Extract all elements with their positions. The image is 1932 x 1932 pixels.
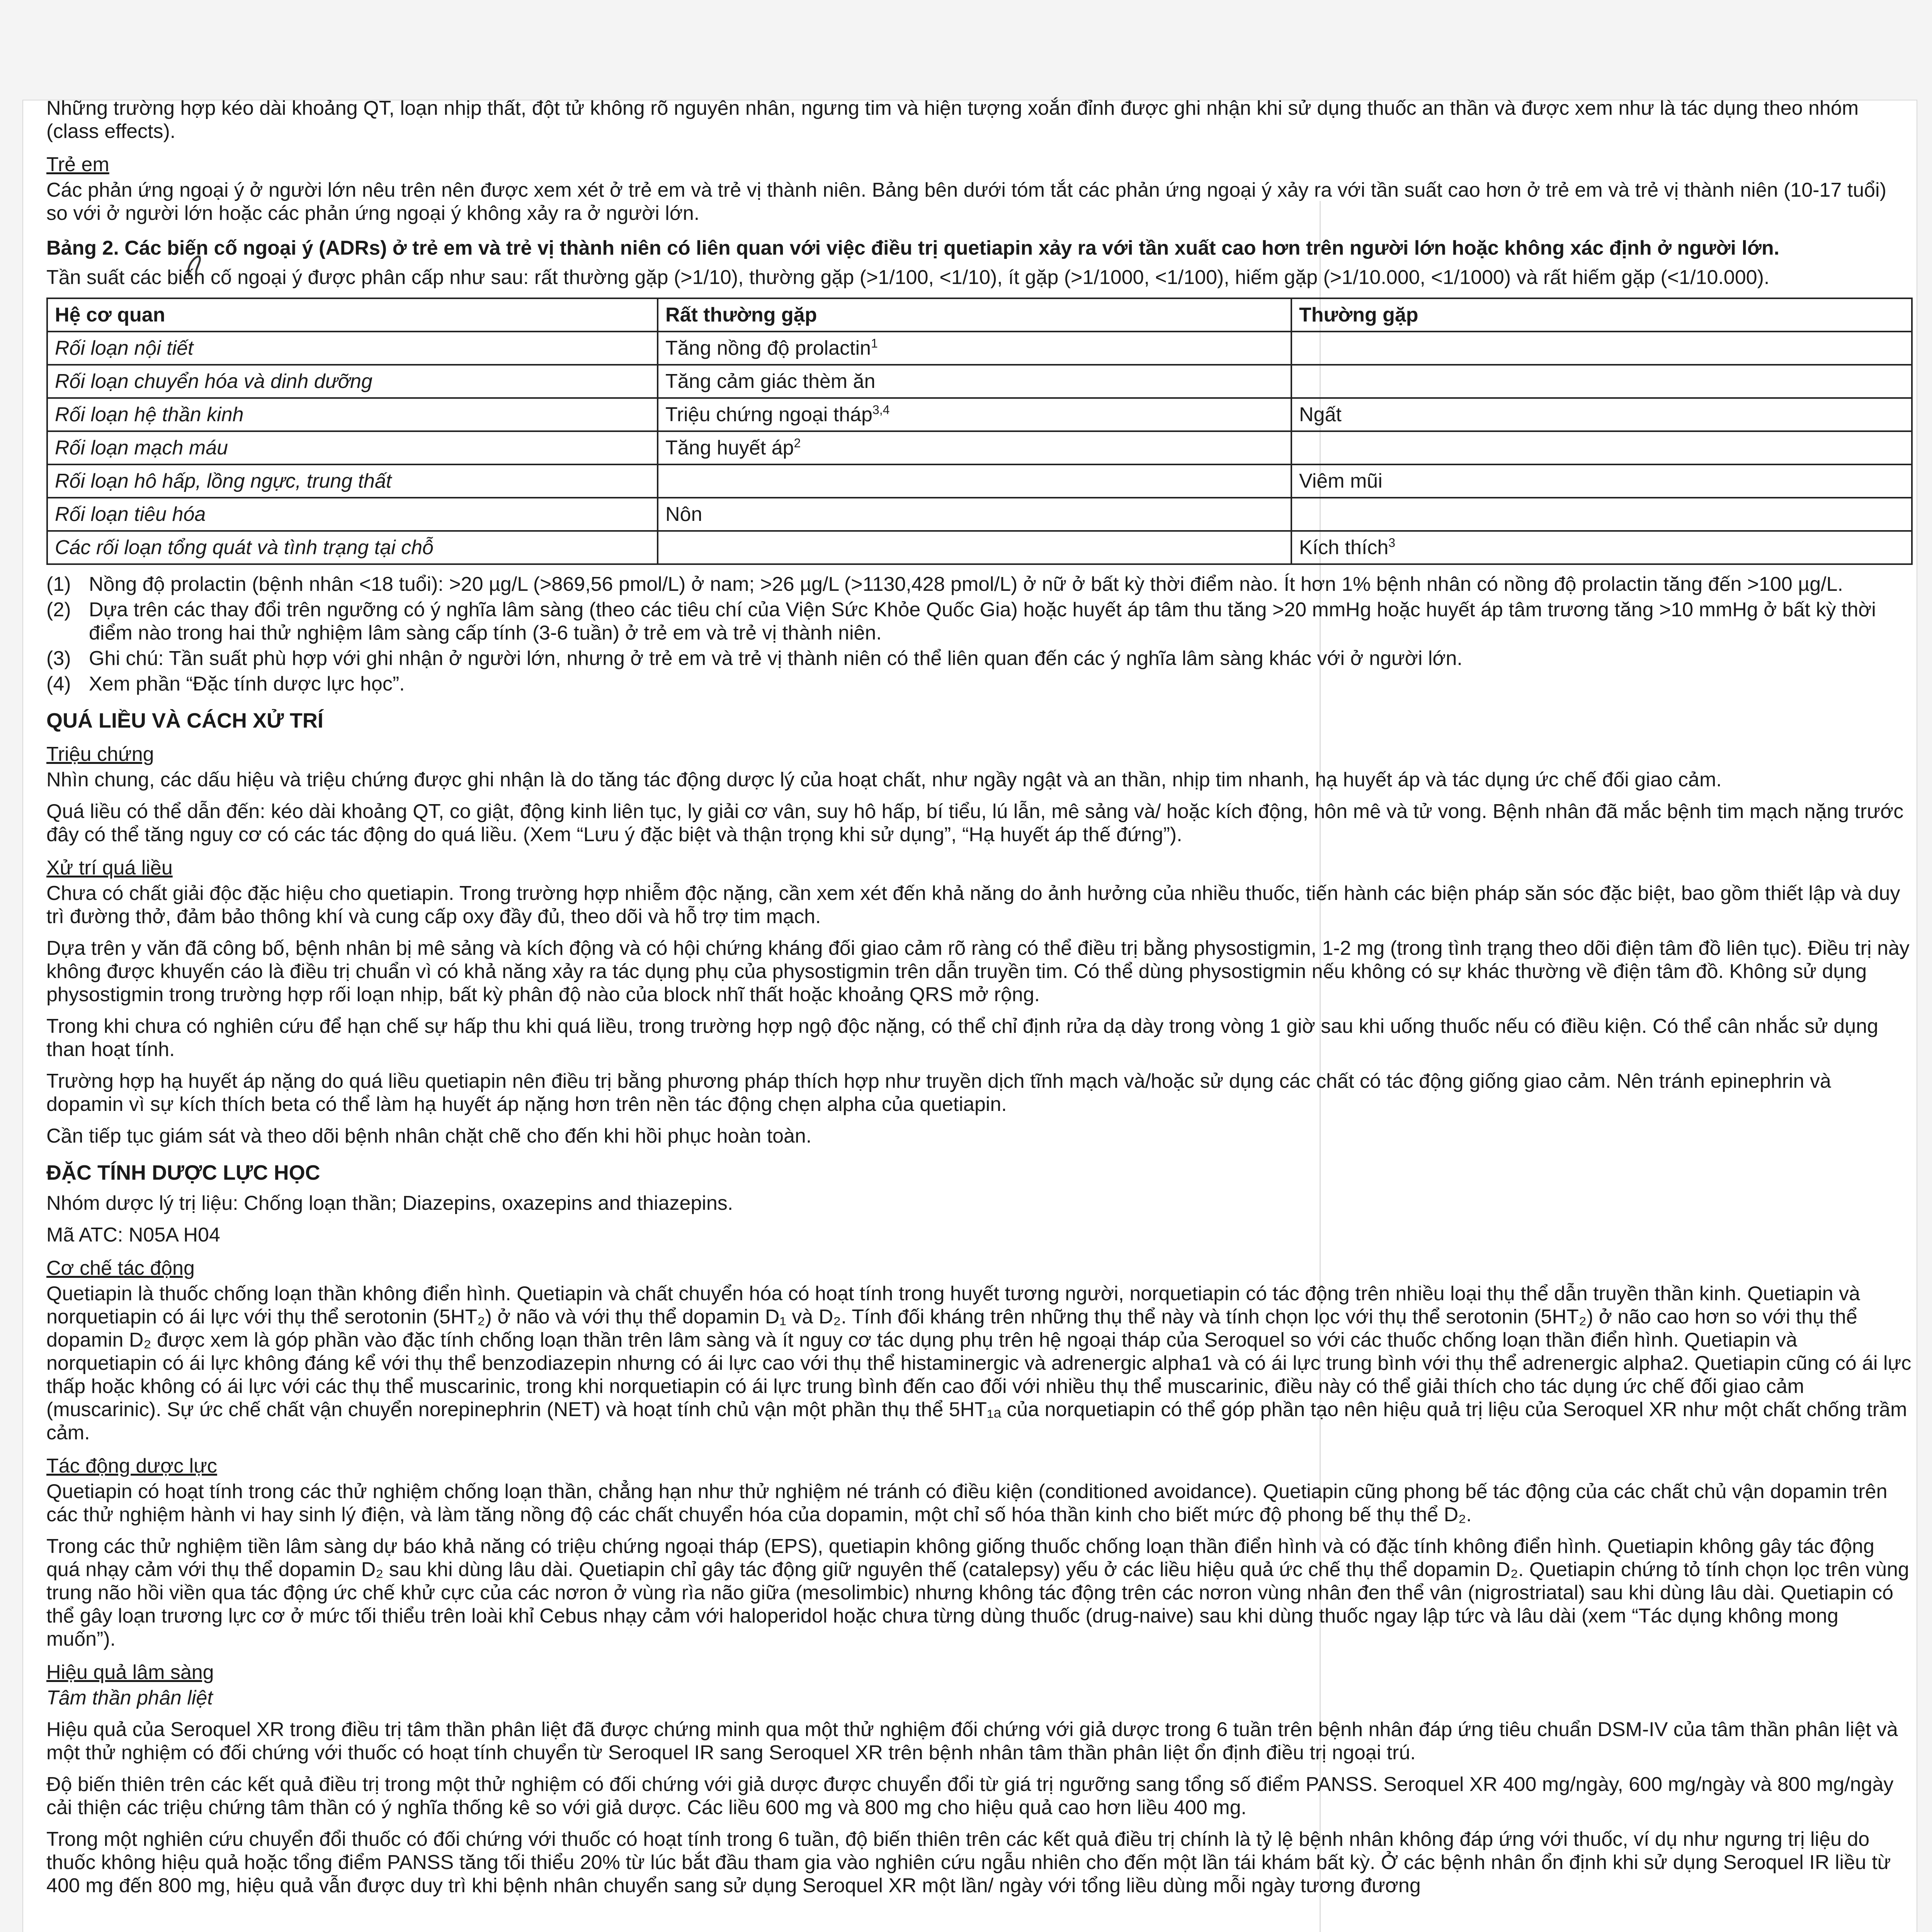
organ-cell: Rối loạn tiêu hóa [47, 498, 658, 531]
footnote-text: Xem phần “Đặc tính dược lực học”. [89, 673, 405, 695]
symptoms-paragraph-2: Quá liều có thể dẫn đến: kéo dài khoảng QT, co giật, động kinh liên tục, ly giải cơ vân, suy hô hấp, bí tiểu, lú lẫn, mê sảng và/ hoặc kích động, hôn mê và tử vong. Bệnh nhân đã mắc bệnh tim mạch nặng trước đây có thể tăng nguy cơ có các tác động do quá liều. (Xem “Lưu ý đặc biệt và thận trọng khi sử dụng”, “Hạ huyết áp thế đứng”). [46, 800, 1904, 846]
header-very-common: Rất thường gặp [658, 298, 1291, 332]
organ-cell: Rối loạn mạch máu [47, 431, 658, 464]
document-content [46, 97, 1913, 1906]
common-cell [1291, 498, 1912, 531]
footnote [46, 573, 1913, 596]
very-common-text: Tăng cảm giác thèm ăn [665, 370, 876, 393]
management-heading: Xử trí quá liều [46, 857, 173, 879]
header-organ: Hệ cơ quan [47, 298, 658, 332]
very-common-cell [658, 531, 1291, 564]
table-row [47, 498, 1912, 531]
table2-title: Bảng 2. Các biến cố ngoại ý (ADRs) ở trẻ em và trẻ vị thành niên có liên quan với việc điều trị quetiapin xảy ra với tần xuất cao hơn trên người lớn hoặc không xác định ở người lớn. [46, 237, 1780, 259]
footnote-number: (4) [46, 673, 71, 695]
footnote-text: Dựa trên các thay đổi trên ngưỡng có ý nghĩa lâm sàng (theo các tiêu chí của Viện Sức Khỏe Quốc Gia) hoặc huyết áp tâm thu tăng >20 mmHg hoặc huyết áp tâm trương tăng >10 mmHg ở bất kỳ thời điểm nào trong hai thử nghiệm lâm sàng cấp tính (3-6 tuần) ở trẻ em và trẻ vị thành niên. [89, 599, 1876, 644]
very-common-cell [658, 398, 1291, 431]
very-common-cell [658, 365, 1291, 398]
common-cell [1291, 531, 1912, 564]
very-common-text: Tăng huyết áp [665, 437, 794, 459]
table-row [47, 431, 1912, 464]
footnote-ref: 2 [794, 436, 801, 450]
footnote-number: (1) [46, 573, 71, 595]
organ-cell: Rối loạn nội tiết [47, 332, 658, 365]
children-paragraph: Các phản ứng ngoại ý ở người lớn nêu trên nên được xem xét ở trẻ em và trẻ vị thành niên. Bảng bên dưới tóm tắt các phản ứng ngoại ý xảy ra với tần suất cao hơn ở trẻ em và trẻ vị thành niên (10-17 tuổi) so với ở người lớn hoặc các phản ứng ngoại ý không xảy ra ở người lớn. [46, 179, 1886, 224]
atc-code: Mã ATC: N05A H04 [46, 1224, 220, 1246]
common-text: Ngất [1299, 403, 1342, 426]
schizophrenia-paragraph-2: Độ biến thiên trên các kết quả điều trị trong một thử nghiệm có đối chứng với giả dược được chuyển đổi từ giá trị ngưỡng sang tổng số điểm PANSS. Seroquel XR 400 mg/ngày, 600 mg/ngày và 800 mg/ngày cải thiện các triệu chứng tâm thần có ý nghĩa thống kê so với giả dược. Các liều 600 mg và 800 mg cho hiệu quả cao hơn liều 400 mg. [46, 1773, 1894, 1819]
footnote [46, 672, 1913, 696]
management-paragraph-2: Dựa trên y văn đã công bố, bệnh nhân bị mê sảng và kích động và có hội chứng kháng đối giao cảm rõ ràng có thể điều trị bằng physostigmin, 1-2 mg (trong tình trạng theo dõi điện tâm đồ liên tục). Điều trị này không được khuyến cáo là điều trị chuẩn vì có khả năng xảy ra tác dụng phụ của physostigmin trên dẫn truyền tim. Có thể dùng physostigmin nếu không có sự khác thường về điện tâm đồ. Không sử dụng physostigmin trong trường hợp rối loạn nhịp, bất kỳ phân độ nào của block nhĩ thất hoặc khoảng QRS mở rộng. [46, 937, 1910, 1006]
header-common: Thường gặp [1291, 298, 1912, 332]
common-text: Viêm mũi [1299, 470, 1383, 492]
footnote [46, 647, 1913, 670]
common-cell [1291, 464, 1912, 498]
organ-cell: Các rối loạn tổng quát và tình trạng tại chỗ [47, 531, 658, 564]
symptoms-paragraph-1: Nhìn chung, các dấu hiệu và triệu chứng được ghi nhận là do tăng tác động dược lý của hoạt chất, như ngầy ngật và an thần, nhịp tim nhanh, hạ huyết áp và tác dụng ức chế đối giao cảm. [46, 769, 1722, 791]
management-paragraph-5: Cần tiếp tục giám sát và theo dõi bệnh nhân chặt chẽ cho đến khi hồi phục hoàn toàn. [46, 1125, 812, 1147]
very-common-text: Triệu chứng ngoại tháp [665, 403, 872, 426]
schizophrenia-heading: Tâm thần phân liệt [46, 1687, 213, 1709]
pharmacotherapeutic-group: Nhóm dược lý trị liệu: Chống loạn thần; Diazepins, oxazepins and thiazepins. [46, 1192, 733, 1214]
footnote-text: Nồng độ prolactin (bệnh nhân <18 tuổi): >20 µg/L (>869,56 pmol/L) ở nam; >26 µg/L (>1130,428 pmol/L) ở nữ ở bất kỳ thời điểm nào. Ít hơn 1% bệnh nhân có nồng độ prolactin tăng đến >100 µg/L. [89, 573, 1843, 595]
table2-frequency-note: Tần suất các biến cố ngoại ý được phân cấp như sau: rất thường gặp (>1/10), thường gặp (>1/100, <1/10), ít gặp (>1/1000, <1/100), hiếm gặp (>1/10.000, <1/1000) và rất hiếm gặp (<1/10.000). [46, 266, 1770, 289]
efficacy-heading: Hiệu quả lâm sàng [46, 1661, 214, 1684]
very-common-text: Tăng nồng độ prolactin [665, 337, 871, 359]
intro-paragraph: Những trường hợp kéo dài khoảng QT, loạn nhịp thất, đột tử không rõ nguyên nhân, ngưng tim và hiện tượng xoắn đỉnh được ghi nhận khi sử dụng thuốc an thần và được xem như là tác dụng theo nhóm (class effects). [46, 97, 1859, 143]
mechanism-paragraph: Quetiapin là thuốc chống loạn thần không điển hình. Quetiapin và chất chuyển hóa có hoạt tính trong huyết tương người, norquetiapin có tác động trên nhiều loại thụ thể dẫn truyền thần kinh. Quetiapin và norquetiapin có ái lực với thụ thể serotonin (5HT₂) ở não và với thụ thể dopamin D₁ và D₂. Tính đối kháng trên những thụ thể này và tính chọn lọc với thụ thể serotonin (5HT₂) ở não cao hơn so với thụ thể dopamin D₂ được xem là góp phần vào đặc tính chống loạn thần trên lâm sàng và ít nguy cơ tác dụng phụ trên hệ ngoại tháp của Seroquel so với các thuốc chống loạn thần điển hình. Quetiapin và norquetiapin có ái lực không đáng kể với thụ thể benzodiazepin nhưng có ái lực cao với thụ thể histaminergic và adrenergic alpha1 và có ái lực trung bình với thụ thể adrenergic alpha2. Quetiapin cũng có ái lực thấp hoặc không có ái lực với các thụ thể muscarinic, trong khi norquetiapin có ái lực trung bình đến cao đối với nhiều thụ thể muscarinic, điều này có thể giải thích cho tác dụng ức chế đối giao cảm (muscarinic). Sự ức chế chất vận chuyển norepinephrin (NET) và hoạt tính chủ vận một phần thụ thể 5HT₁ₐ của norquetiapin có thể góp phần tạo nên hiệu quả trị liệu của Seroquel XR như một chất chống trầm cảm. [46, 1282, 1912, 1444]
children-heading: Trẻ em [46, 153, 109, 176]
effects-paragraph-1: Quetiapin có hoạt tính trong các thử nghiệm chống loạn thần, chẳng hạn như thử nghiệm né tránh có điều kiện (conditioned avoidance). Quetiapin cũng phong bế tác động của các chất chủ vận dopamin trên các thử nghiệm hành vi hay sinh lý điện, và làm tăng nồng độ các chất chuyển hóa của dopamin, một chỉ số hóa thần kinh cho biết mức độ phong bế thụ thể D₂. [46, 1480, 1888, 1526]
organ-cell: Rối loạn hệ thần kinh [47, 398, 658, 431]
very-common-cell [658, 332, 1291, 365]
common-text: Kích thích [1299, 536, 1389, 559]
common-cell [1291, 332, 1912, 365]
common-cell [1291, 365, 1912, 398]
very-common-text: Nôn [665, 503, 702, 526]
effects-heading: Tác động dược lực [46, 1455, 217, 1477]
management-paragraph-4: Trường hợp hạ huyết áp nặng do quá liều quetiapin nên điều trị bằng phương pháp thích hợp như truyền dịch tĩnh mạch và/hoặc sử dụng các chất có tác động giống giao cảm. Nên tránh epinephrin và dopamin vì sự kích thích beta có thể làm hạ huyết áp nặng hơn trên nền tác động chẹn alpha của quetiapin. [46, 1070, 1831, 1116]
symptoms-heading: Triệu chứng [46, 743, 154, 765]
adr-table [46, 298, 1913, 565]
table-row [47, 531, 1912, 564]
management-paragraph-3: Trong khi chưa có nghiên cứu để hạn chế sự hấp thu khi quá liều, trong trường hợp ngộ độc nặng, có thể chỉ định rửa dạ dày trong vòng 1 giờ sau khi uống thuốc nếu có điều kiện. Có thể cân nhắc sử dụng than hoạt tính. [46, 1015, 1878, 1061]
very-common-cell [658, 464, 1291, 498]
adr-table-header-row [47, 298, 1912, 332]
table-row [47, 398, 1912, 431]
very-common-cell [658, 431, 1291, 464]
footnote-number: (3) [46, 647, 71, 670]
footnote-ref: 3,4 [872, 403, 890, 417]
footnote-text: Ghi chú: Tần suất phù hợp với ghi nhận ở người lớn, nhưng ở trẻ em và trẻ vị thành niên có thể liên quan đến các ý nghĩa lâm sàng khác với ở người lớn. [89, 647, 1463, 670]
management-paragraph-1: Chưa có chất giải độc đặc hiệu cho quetiapin. Trong trường hợp nhiễm độc nặng, cần xem xét đến khả năng do ảnh hưởng của nhiều thuốc, tiến hành các biện pháp săn sóc đặc biệt, bao gồm thiết lập và duy trì đường thở, đảm bảo thông khí và cung cấp oxy đầy đủ, theo dõi và hỗ trợ tim mạch. [46, 882, 1900, 928]
table-row [47, 464, 1912, 498]
schizophrenia-paragraph-1: Hiệu quả của Seroquel XR trong điều trị tâm thần phân liệt đã được chứng minh qua một thử nghiệm đối chứng với giả dược trong 6 tuần trên bệnh nhân đáp ứng tiêu chuẩn DSM-IV của tâm thần phân liệt và một thử nghiệm có đối chứng với thuốc có hoạt tính chuyển từ Seroquel IR sang Seroquel XR trên bệnh nhân tâm thần phân liệt ổn định điều trị ngoại trú. [46, 1718, 1898, 1764]
pharmacodynamics-heading: ĐẶC TÍNH DƯỢC LỰC HỌC [46, 1161, 320, 1184]
footnote-ref: 3 [1388, 536, 1396, 550]
organ-cell: Rối loạn hô hấp, lồng ngực, trung thất [47, 464, 658, 498]
footnote-ref: 1 [871, 336, 878, 350]
table2-footnotes [46, 573, 1913, 696]
schizophrenia-paragraph-3: Trong một nghiên cứu chuyển đổi thuốc có đối chứng với thuốc có hoạt tính trong 6 tuần, độ biến thiên trên các kết quả điều trị chính là tỷ lệ bệnh nhân không đáp ứng với thuốc, ví dụ như ngưng trị liệu do thuốc không hiệu quả hoặc tổng điểm PANSS tăng tối thiểu 20% từ lúc bắt đầu tham gia vào nghiên cứu ngẫu nhiên cho đến một lần tái khám bất kỳ. Ở các bệnh nhân ổn định khi sử dụng Seroquel IR liều từ 400 mg đến 800 mg, hiệu quả vẫn được duy trì khi bệnh nhân chuyển sang sử dụng Seroquel XR một lần/ ngày với tổng liều dùng mỗi ngày tương đương [46, 1828, 1891, 1897]
footnote [46, 598, 1913, 645]
table-row [47, 365, 1912, 398]
effects-paragraph-2: Trong các thử nghiệm tiền lâm sàng dự báo khả năng có triệu chứng ngoại tháp (EPS), quetiapin không giống thuốc chống loạn thần điển hình và có đặc tính không điển hình. Quetiapin không gây tác động quá nhạy cảm với thụ thể dopamin D₂ sau khi dùng lâu dài. Quetiapin chỉ gây tác động giữ nguyên thế (catalepsy) yếu ở các liều hiệu quả ức chế thụ thể dopamin D₂. Quetiapin chứng tỏ tính chọn lọc trên vùng trung não hồi viền qua tác động ức chế khử cực của các nơron ở vùng rìa não giữa (mesolimbic) nhưng không tác động trên các nơron vùng nhân đen thể vân (nigrostriatal) sau khi dùng lâu dài. Quetiapin có thể gây loạn trương lực cơ ở mức tối thiểu trên loài khỉ Cebus nhạy cảm với haloperidol hoặc chưa từng dùng thuốc (drug-naive) sau khi dùng thuốc ngay lập tức và lâu dài (xem “Tác dụng không mong muốn”). [46, 1535, 1909, 1650]
common-cell [1291, 398, 1912, 431]
organ-cell: Rối loạn chuyển hóa và dinh dưỡng [47, 365, 658, 398]
very-common-cell [658, 498, 1291, 531]
table-row [47, 332, 1912, 365]
common-cell [1291, 431, 1912, 464]
footnote-number: (2) [46, 599, 71, 621]
mechanism-heading: Cơ chế tác động [46, 1257, 195, 1279]
overdose-heading: QUÁ LIỀU VÀ CÁCH XỬ TRÍ [46, 709, 323, 732]
